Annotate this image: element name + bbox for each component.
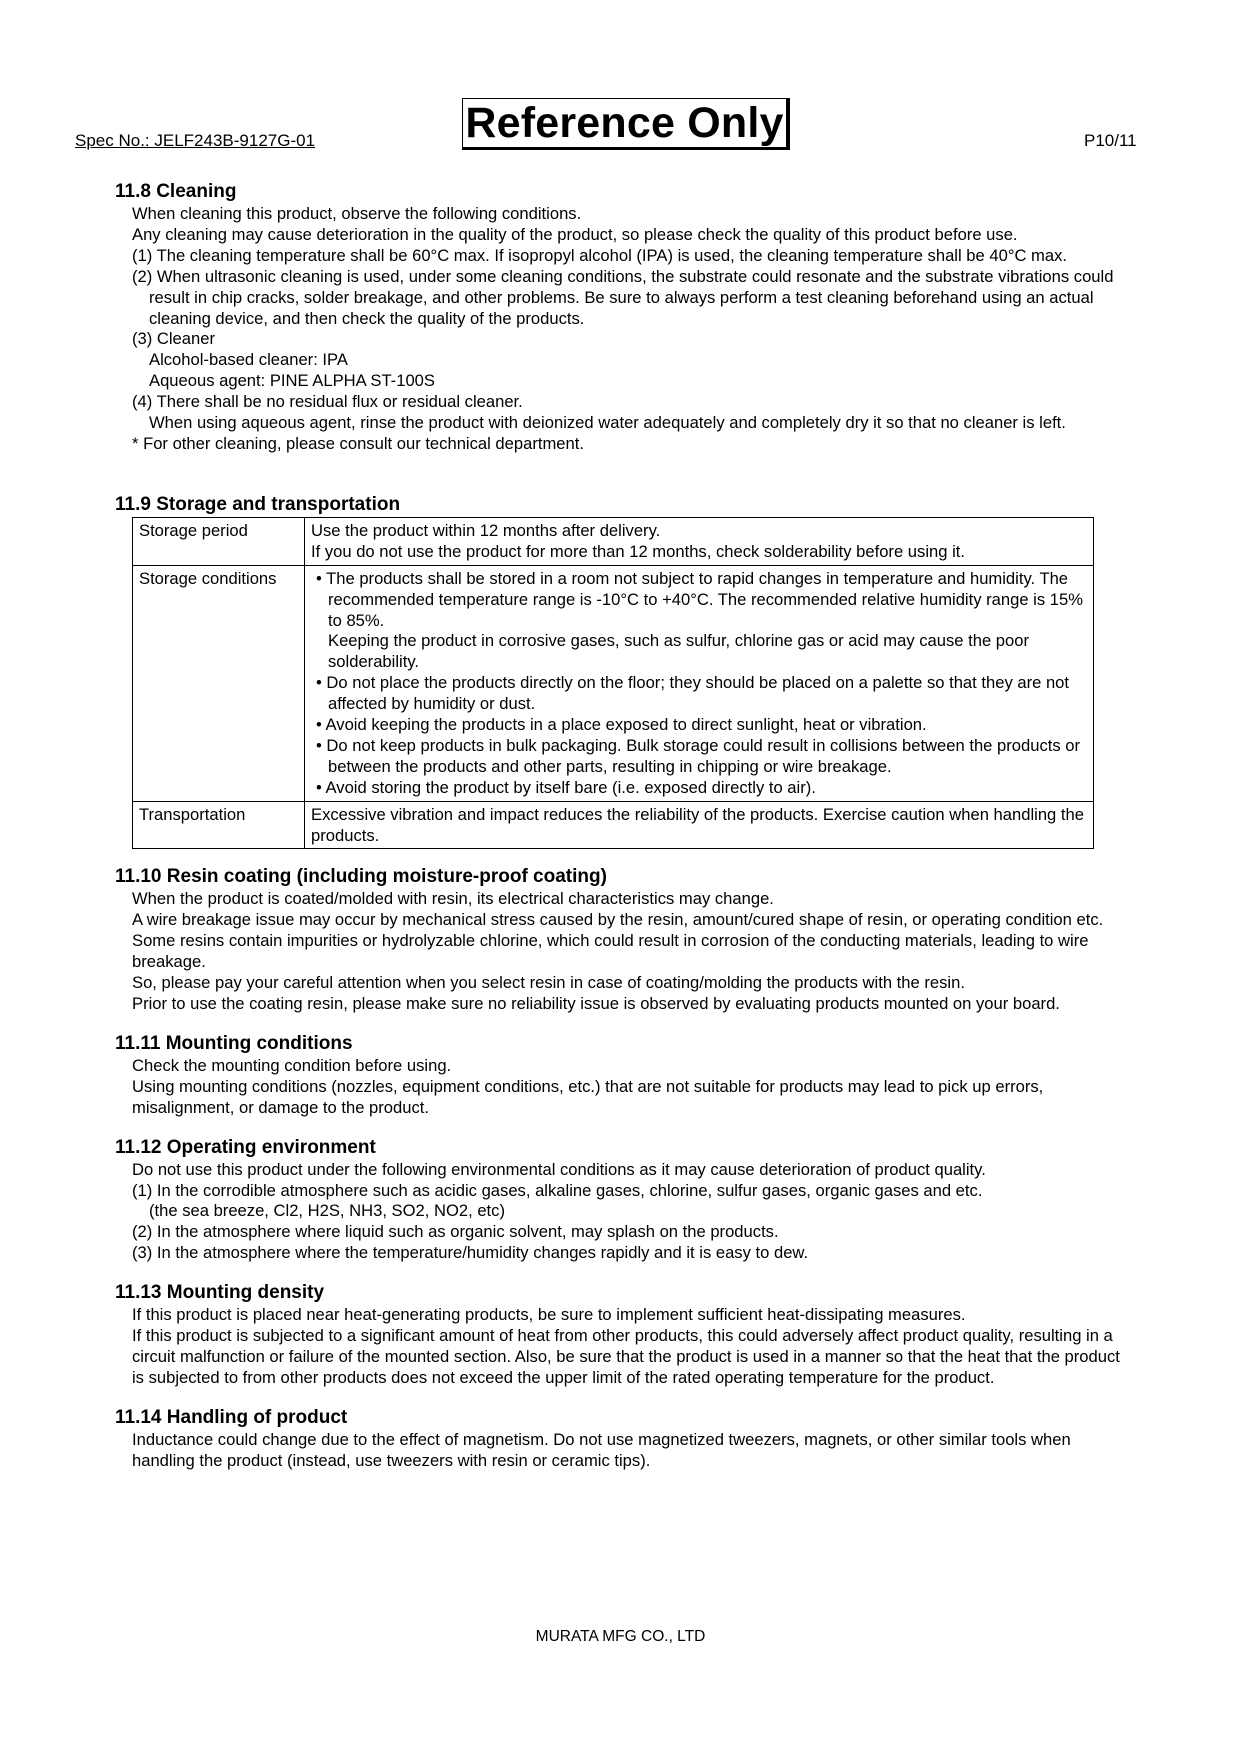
- storage-table: [132, 517, 1094, 850]
- paragraph: (the sea breeze, Cl2, H2S, NH3, SO2, NO2, etc): [149, 1201, 505, 1221]
- cell-line: Excessive vibration and impact reduces the reliability of the products. Exercise caution when handling the products.: [311, 804, 1084, 845]
- paragraph: Inductance could change due to the effect of magnetism. Do not use magnetized tweezers, magnets, or other similar tools when handling the product (instead, use tweezers with resin or ceramic tips).: [132, 1429, 1071, 1470]
- paragraph: When the product is coated/molded with resin, its electrical characteristics may change.: [132, 889, 774, 909]
- paragraph: A wire breakage issue may occur by mechanical stress caused by the resin, amount/cured shape of resin, or operating condition etc.: [132, 910, 1104, 930]
- cell-line: If you do not use the product for more than 12 months, check solderability before using it.: [311, 541, 965, 561]
- main-content: [115, 180, 1135, 1472]
- cell-line: Use the product within 12 months after delivery.: [311, 520, 661, 540]
- list-item: (3) Cleaner: [132, 329, 216, 349]
- paragraph: When cleaning this product, observe the following conditions.: [132, 204, 582, 223]
- list-item: (2) When ultrasonic cleaning is used, under some cleaning conditions, the substrate could resonate and the substrate vibrations could result in chip cracks, solder breakage, and other problems. Be sure to always perform a test cleaning beforehand using an actual cleaning device, and then check the quality of the products.: [132, 266, 1114, 328]
- table-cell-label: Storage conditions: [133, 565, 305, 801]
- paragraph: Aqueous agent: PINE ALPHA ST-100S: [149, 371, 435, 391]
- note: * For other cleaning, please consult our technical department.: [132, 433, 584, 453]
- paragraph: Using mounting conditions (nozzles, equipment conditions, etc.) that are not suitable for products may lead to pick up errors, misalignment, or damage to the product.: [132, 1076, 1044, 1117]
- bullet-item: • The products shall be stored in a room not subject to rapid changes in temperature and humidity. The recommended temperature range is -10°C to +40°C. The recommended relative humidity range is 15% to 85%.: [316, 568, 1083, 630]
- list-item: (4) There shall be no residual flux or residual cleaner.: [132, 392, 523, 412]
- section-resin-coating: [115, 865, 1135, 1014]
- paragraph: When using aqueous agent, rinse the product with deionized water adequately and completely dry it so that no cleaner is left.: [149, 413, 1066, 433]
- bullet-continuation: Keeping the product in corrosive gases, such as sulfur, chlorine gas or acid may cause the poor solderability.: [328, 631, 1030, 672]
- section-storage: [115, 493, 1135, 850]
- section-title: 11.11 Mounting conditions: [115, 1032, 353, 1054]
- section-mounting-conditions: [115, 1032, 1135, 1119]
- table-cell-label: Storage period: [133, 517, 305, 565]
- section-cleaning: [115, 180, 1135, 455]
- table-row: [133, 517, 1094, 565]
- spec-number: Spec No.: JELF243B-9127G-01: [75, 131, 316, 150]
- section-operating-environment: [115, 1136, 1135, 1265]
- section-title: 11.8 Cleaning: [115, 181, 237, 202]
- paragraph: So, please pay your careful attention when you select resin in case of coating/molding the products with the resin.: [132, 973, 965, 993]
- table-cell-label: Transportation: [133, 801, 305, 849]
- table-cell: [305, 565, 1094, 801]
- section-mounting-density: [115, 1281, 1135, 1389]
- section-title: 11.9 Storage and transportation: [115, 493, 401, 515]
- table-row: [133, 801, 1094, 849]
- paragraph: Check the mounting condition before using.: [132, 1055, 452, 1075]
- paragraph: If this product is subjected to a significant amount of heat from other products, this could adversely affect product quality, resulting in a circuit malfunction or failure of the mounted section. Also, be sure that the product is used in a manner so that the heat that the product is subjected to from other products does not exceed the upper limit of the rated operating temperature for the product.: [132, 1326, 1120, 1387]
- list-item: (2) In the atmosphere where liquid such as organic solvent, may splash on the products.: [132, 1222, 779, 1242]
- list-item: (1) The cleaning temperature shall be 60°C max. If isopropyl alcohol (IPA) is used, the cleaning temperature shall be 40°C max.: [132, 245, 1068, 265]
- paragraph: If this product is placed near heat-generating products, be sure to implement sufficient heat-dissipating measures.: [132, 1305, 966, 1325]
- section-title: 11.12 Operating environment: [115, 1136, 376, 1158]
- list-item: (1) In the corrodible atmosphere such as acidic gases, alkaline gases, chlorine, sulfur gases, organic gases and etc.: [132, 1180, 983, 1200]
- section-handling: [115, 1406, 1135, 1472]
- bullet-item: • Do not keep products in bulk packaging. Bulk storage could result in collisions between the products or between the products and other parts, resulting in chipping or wire breakage.: [316, 735, 1081, 776]
- section-title: 11.13 Mounting density: [115, 1282, 325, 1304]
- list-item: (3) In the atmosphere where the temperature/humidity changes rapidly and it is easy to dew.: [132, 1243, 809, 1263]
- footer-company: MURATA MFG CO., LTD: [535, 1628, 706, 1645]
- paragraph: Alcohol-based cleaner: IPA: [149, 350, 348, 370]
- reference-only-stamp: Reference Only: [462, 98, 790, 150]
- section-title: 11.14 Handling of product: [115, 1406, 348, 1428]
- table-row: [133, 565, 1094, 801]
- paragraph: Do not use this product under the following environmental conditions as it may cause deterioration of product quality.: [132, 1159, 986, 1179]
- bullet-item: • Avoid storing the product by itself bare (i.e. exposed directly to air).: [316, 777, 816, 797]
- table-cell: [305, 517, 1094, 565]
- paragraph: Prior to use the coating resin, please make sure no reliability issue is observed by evaluating products mounted on your board.: [132, 994, 1060, 1013]
- page-number: P10/11: [1084, 131, 1137, 150]
- paragraph: Any cleaning may cause deterioration in the quality of the product, so please check the quality of this product before use.: [132, 224, 1018, 244]
- bullet-item: • Do not place the products directly on the floor; they should be placed on a palette so that they are not affected by humidity or dust.: [316, 673, 1070, 714]
- section-title: 11.10 Resin coating (including moisture-proof coating): [115, 866, 607, 888]
- bullet-item: • Avoid keeping the products in a place exposed to direct sunlight, heat or vibration.: [316, 715, 927, 735]
- paragraph: Some resins contain impurities or hydrolyzable chlorine, which could result in corrosion of the conducting materials, leading to wire breakage.: [132, 931, 1089, 972]
- table-cell: [305, 801, 1094, 849]
